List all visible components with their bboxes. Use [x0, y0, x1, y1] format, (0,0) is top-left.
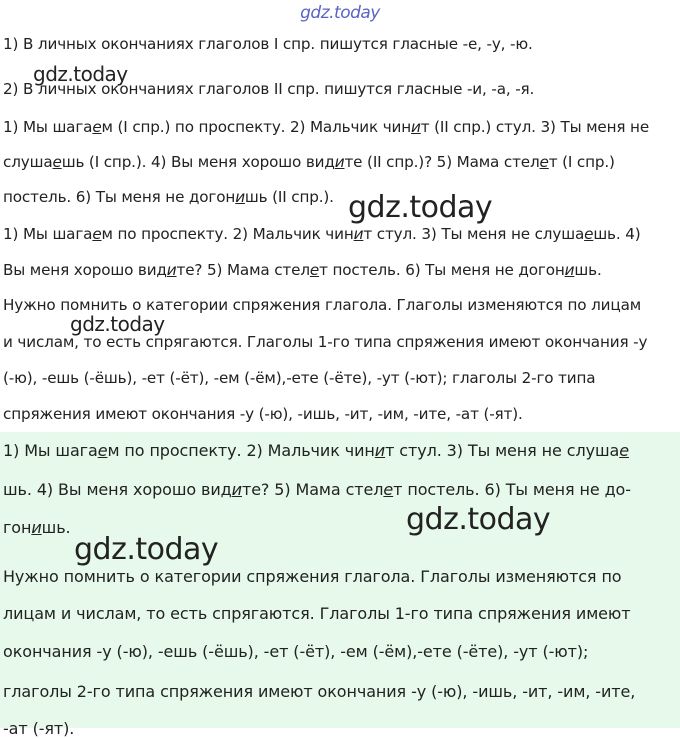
solution-note-line-3: окончания -у (-ю), -ешь (-ёшь), -ет (-ёт), -ем (-ём),-ете (-ёте), -ут (-ют);	[3, 642, 589, 661]
watermark: gdz.today	[406, 502, 551, 537]
example-1-line-1: 1) Мы шагаем (I спр.) по проспекту. 2) Мальчик чинит (II спр.) стул. 3) Ты меня не	[3, 118, 650, 136]
watermark: gdz.today	[74, 532, 219, 567]
rule-1: 1) В личных окончаниях глаголов I спр. пишутся гласные -е, -у, -ю.	[3, 35, 533, 53]
watermark-top: gdz.today	[300, 3, 380, 23]
solution-block	[0, 432, 680, 738]
example-2-line-2: Вы меня хорошо видите? 5) Мама стелет постель. 6) Ты меня не догонишь.	[3, 261, 602, 279]
example-1-line-3: постель. 6) Ты меня не догонишь (II спр.).	[3, 188, 334, 206]
solution-note-line-1: Нужно помнить о категории спряжения глагола. Глаголы изменяются по	[3, 567, 622, 586]
solution-line-2: шь. 4) Вы меня хорошо видите? 5) Мама стелет постель. 6) Ты меня не до-	[3, 480, 631, 499]
solution-note-line-2: лицам и числам, то есть спрягаются. Глаголы 1-го типа спряжения имеют	[3, 604, 631, 623]
watermark: gdz.today	[70, 312, 165, 336]
example-1-line-2: слушаешь (I спр.). 4) Вы меня хорошо видите (II спр.)? 5) Мама стелет (I спр.)	[3, 153, 615, 171]
solution-line-1: 1) Мы шагаем по проспекту. 2) Мальчик чинит стул. 3) Ты меня не слушае	[3, 441, 629, 460]
note-line-1: Нужно помнить о категории спряжения глагола. Глаголы изменяются по лицам	[3, 296, 642, 314]
note-line-4: спряжения имеют окончания -у (-ю), -ишь, -ит, -им, -ите, -ат (-ят).	[3, 405, 523, 423]
solution-line-3: гонишь.	[3, 518, 71, 537]
example-2-line-1: 1) Мы шагаем по проспекту. 2) Мальчик чинит стул. 3) Ты меня не слушаешь. 4)	[3, 225, 641, 243]
note-line-2: и числам, то есть спрягаются. Глаголы 1-го типа спряжения имеют окончания -у	[3, 333, 648, 351]
watermark: gdz.today	[348, 190, 493, 225]
solution-note-line-4: глаголы 2-го типа спряжения имеют окончания -у (-ю), -ишь, -ит, -им, -ите,	[3, 682, 636, 701]
rule-2: 2) В личных окончаниях глаголов II спр. пишутся гласные -и, -а, -я.	[3, 80, 535, 98]
solution-note-line-5: -ат (-ят).	[3, 719, 75, 738]
note-line-3: (-ю), -ешь (-ёшь), -ет (-ёт), -ем (-ём),-ете (-ёте), -ут (-ют); глаголы 2-го типа	[3, 369, 596, 387]
watermark: gdz.today	[33, 62, 128, 86]
